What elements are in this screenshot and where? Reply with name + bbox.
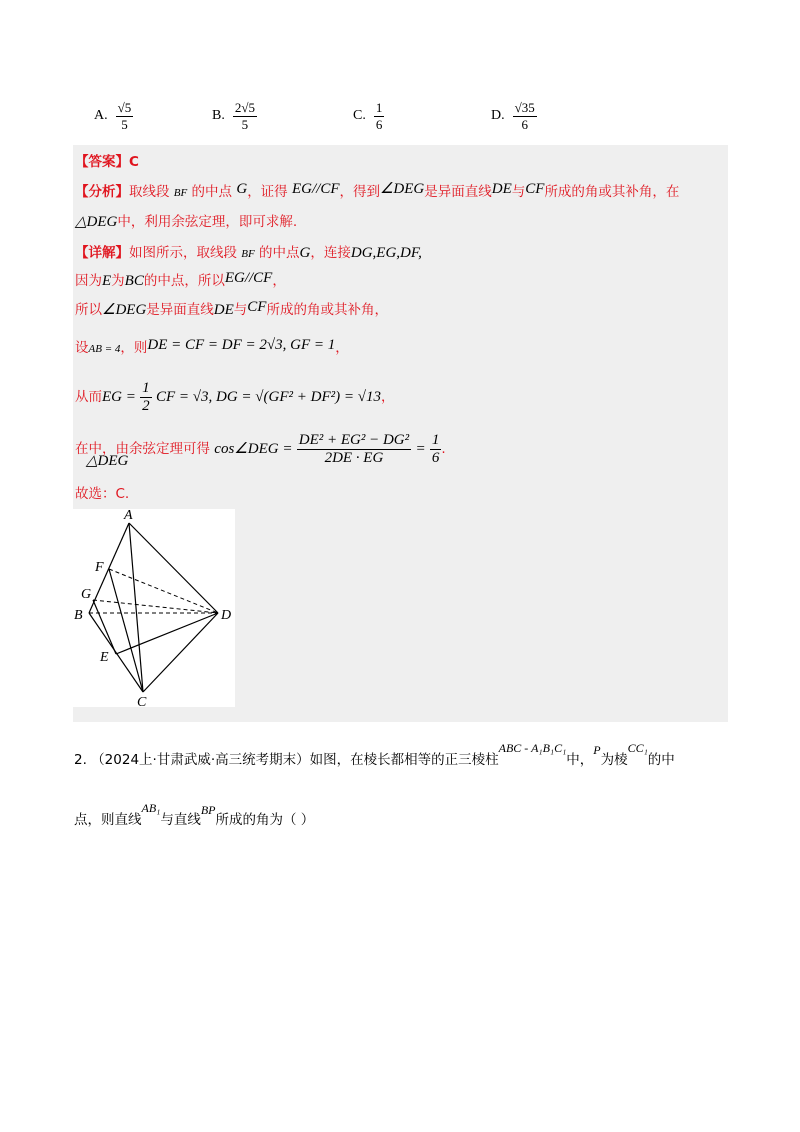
math-cos-left: cos∠DEG = [214, 441, 293, 457]
option-label: B. [212, 108, 225, 123]
detail-line-1 [75, 241, 422, 262]
question-text: 中， [566, 752, 594, 768]
text: ，证得 [247, 184, 288, 200]
text: 与 [233, 302, 248, 318]
math-de: DE [213, 302, 234, 318]
math-bc: BC [124, 273, 144, 289]
segment-ed [116, 613, 218, 654]
option-label: A. [94, 108, 108, 123]
option-b [212, 96, 257, 136]
math-cf: CF [525, 181, 545, 197]
text: 的中点 [191, 184, 233, 200]
question-text: 为棱 [600, 752, 628, 768]
text: 取线段 [129, 184, 170, 200]
edge-cd [143, 613, 218, 692]
fraction-numerator: 1 [142, 380, 150, 396]
option-label: D. [491, 108, 505, 123]
label-f: F [95, 560, 104, 575]
math-ab-4: AB = 4 [88, 343, 121, 355]
edge-ad [129, 523, 218, 613]
option-c [353, 96, 384, 136]
conclusion-line [75, 482, 129, 502]
question-2-line-2 [74, 801, 315, 828]
text: ，得到 [339, 184, 380, 200]
text: 中，利用余弦定理，即可求解. [117, 214, 298, 230]
label-a: A [124, 509, 133, 523]
fraction-numerator: 2√5 [234, 99, 255, 115]
text: 因为 [75, 273, 102, 289]
math-g: G [236, 181, 248, 197]
label-b: B [74, 608, 83, 623]
text: 的中点，所以 [143, 273, 225, 289]
fraction-denominator: 6 [431, 449, 440, 466]
text: ，连接 [310, 245, 351, 261]
option-d [491, 96, 537, 136]
question-text: 2. （2024上·甘肃武威·高三统考期末）如图，在棱长都相等的正三棱柱 [74, 752, 499, 768]
question-text: 的中 [647, 752, 675, 768]
label-c: C [137, 695, 147, 707]
math-bp: BP [200, 803, 216, 817]
detail-tag: 【详解】 [75, 245, 129, 261]
label-d: D [221, 608, 232, 623]
text: 设 [75, 340, 89, 356]
option-fraction [513, 101, 537, 131]
fraction-numerator: √5 [117, 99, 132, 115]
option-fraction [116, 101, 134, 131]
label-e: E [100, 650, 109, 665]
question-text: 与直线 [160, 812, 201, 828]
math-p: P [593, 743, 601, 757]
tetrahedron-diagram [73, 509, 235, 707]
text: 如图所示，取线段 [129, 245, 237, 261]
math-bf: BF [241, 248, 255, 260]
detail-line-4: 设AB = 4，则DE = CF = DF = 2√3, GF = 1， [75, 337, 349, 356]
segment-fd [109, 569, 218, 613]
math-prism: ABC - A₁B₁C₁ [498, 741, 567, 755]
option-fraction [374, 101, 385, 131]
detail-line-2: 因为E为BC的中点，所以EG//CF， [75, 270, 286, 289]
label-g: G [81, 587, 92, 602]
text: 所以 [75, 302, 102, 318]
analysis-line-1 [75, 180, 679, 201]
fraction-denominator: 5 [241, 116, 249, 132]
math-cc1: CC₁ [627, 741, 648, 755]
math-equation-1: DE = CF = DF = 2√3, GF = 1 [147, 337, 336, 353]
fraction-numerator: 1 [375, 99, 383, 115]
math-angle-deg: ∠DEG [379, 181, 425, 197]
math-dg-eg-df: DG,EG,DF, [350, 245, 422, 261]
detail-line-5: 从而EG = $\frac{1}{2}$ CF = √3, DG = √(GF² + DF²) = √13， [75, 380, 395, 414]
answer-tag: 【答案】 [75, 154, 129, 170]
text: 所成的角或其补角， [266, 302, 388, 318]
math-triangle-deg: △DEG [86, 453, 129, 469]
detail-line-3 [75, 298, 388, 319]
math-triangle-deg: △DEG [75, 214, 118, 230]
math-cf: CF [247, 299, 267, 315]
text: 中，由余弦定理可得 [88, 441, 210, 457]
option-a [94, 96, 133, 136]
fraction-numerator: √35 [514, 99, 535, 115]
math-fraction-half [140, 380, 152, 414]
fraction-denominator: 6 [375, 116, 383, 132]
segment-ge [93, 600, 116, 654]
text: 在 [75, 441, 89, 457]
detail-line-6-triangle [86, 451, 128, 470]
conclusion-text: 故选：C. [75, 486, 130, 502]
fraction-denominator: 5 [121, 116, 128, 132]
fraction-denominator: 6 [521, 116, 528, 132]
analysis-line-2 [75, 210, 297, 231]
option-fraction [233, 101, 257, 131]
question-text: 所成的角为（ ） [215, 812, 315, 828]
option-label: C. [353, 108, 366, 123]
math-cos-fraction [297, 432, 411, 466]
fraction-denominator: 2DE · EG [324, 449, 384, 466]
text: 与 [511, 184, 526, 200]
text: 为 [111, 273, 125, 289]
math-de: DE [491, 181, 512, 197]
math-eq2-right: CF = √3, DG = √(GF² + DF²) = √13 [155, 389, 381, 405]
text: 是异面直线 [424, 184, 492, 200]
text: 从而 [75, 389, 102, 405]
tetrahedron-figure [73, 509, 235, 707]
analysis-tag: 【分析】 [75, 184, 129, 200]
segment-gd [93, 600, 218, 613]
fraction-denominator: 2 [142, 397, 150, 414]
detail-line-6: 在中，由余弦定理可得 cos∠DEG = $\frac{\text{DE² + EG² − DG²}}{2DE \cdot EG}$ = $\frac{1}{6}$ . [75, 432, 446, 466]
math-angle-deg: ∠DEG [102, 302, 147, 318]
question-text: 点，则直线 [74, 812, 142, 828]
math-eq2-left: EG = [102, 389, 136, 405]
question-2-line-1 [74, 741, 675, 768]
math-eg-cf: EG//CF [291, 181, 340, 197]
math-equals: = [415, 441, 426, 457]
answer-line [75, 150, 139, 170]
answer-value: C [129, 154, 139, 170]
fraction-numerator: DE² + EG² − DG² [298, 432, 410, 448]
text: 是异面直线 [146, 302, 214, 318]
math-bf: BF [173, 187, 188, 199]
math-ab1: AB₁ [141, 801, 161, 815]
text: ，则 [120, 340, 148, 356]
text: 的中点 [259, 245, 300, 261]
math-g: G [299, 245, 311, 261]
math-result-fraction [430, 432, 442, 466]
text: 所成的角或其补角，在 [544, 184, 680, 200]
fraction-numerator: 1 [431, 432, 440, 448]
math-e: E [102, 273, 112, 289]
math-eg-cf: EG//CF [224, 270, 273, 286]
